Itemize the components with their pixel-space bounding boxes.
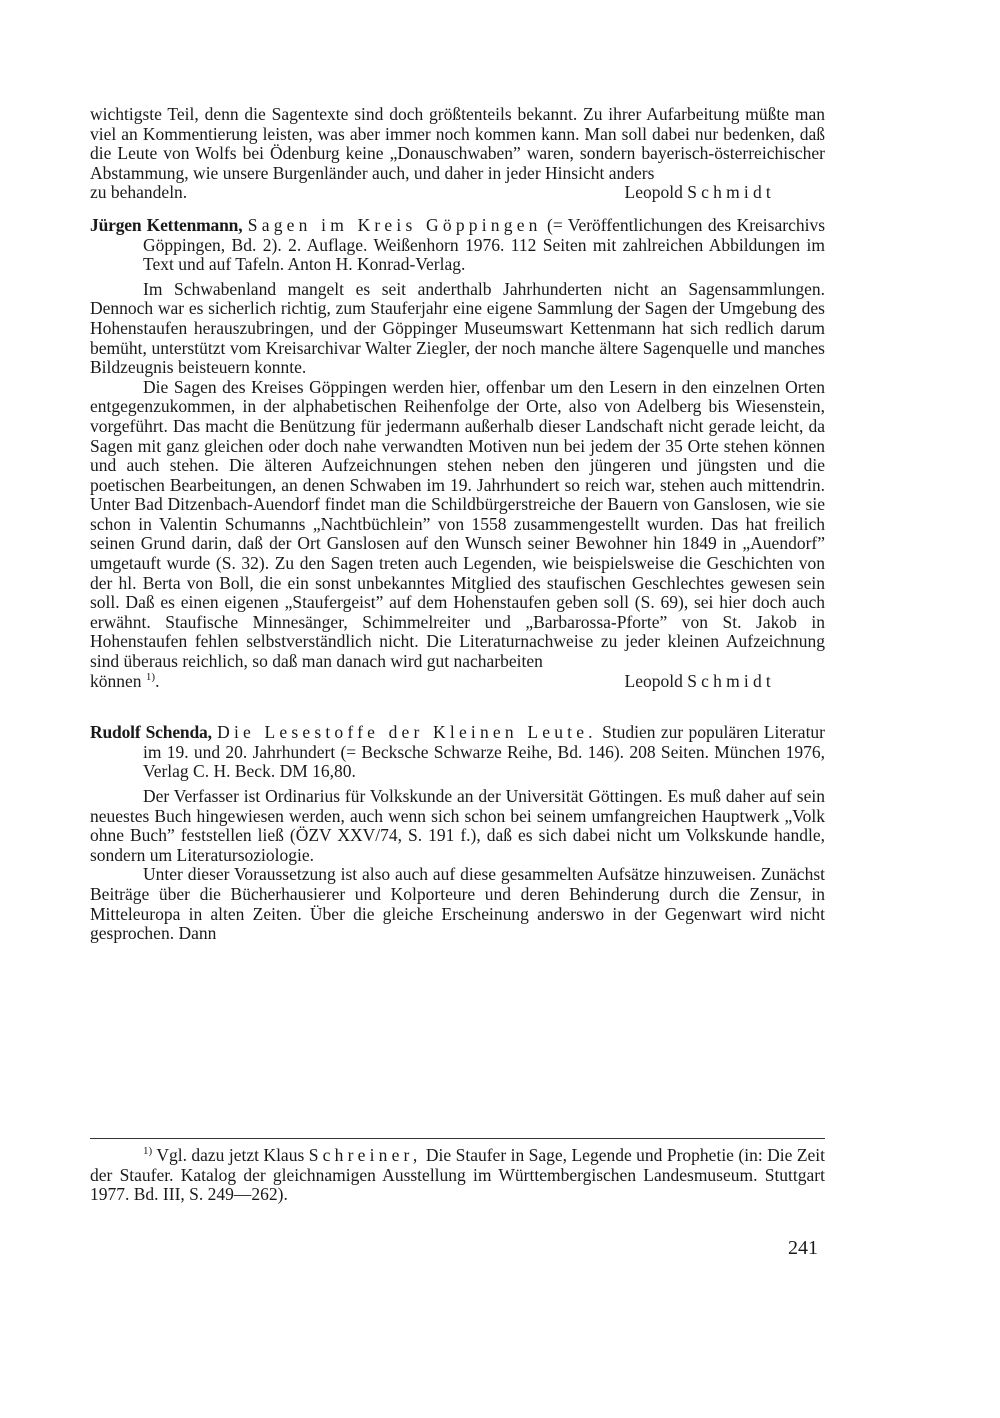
review-paragraph: Der Verfasser ist Ordinarius für Volkskunde an der Universität Göttingen. Es muß daher auf sein neuestes Buch hingewiesen werden, auch wenn sich schon bei seinem umfangreichen Hauptwerk „Volk ohne Buch” feststellen ließ (ÖZV XXV/74, S. 191 f.), daß es sich dabei nicht um Volkskunde handle, sondern um Literatursoziologie. bbox=[90, 786, 825, 865]
previous-review-text: wichtigste Teil, denn die Sagentexte sind doch größtenteils bekannt. Zu ihrer Aufarbeitung müßte man viel an Kommentierung leisten, was aber immer noch kommen kann. Man soll dabei nur bedenken, daß die Leute von Wolfs bei Ödenburg keine „Donauschwaben” waren, sondern bayerisch-österreichischer Abstammung, wie unsere Burgenländer auch, und daher in jeder Hinsicht anders bbox=[90, 104, 825, 183]
review-heading-kettenmann bbox=[90, 216, 825, 275]
previous-review-last-words: zu behandeln. bbox=[90, 182, 188, 203]
review-last-words bbox=[90, 672, 159, 692]
review-last-line bbox=[90, 672, 825, 692]
book-details: Studien zur populären Literatur im 19. und 20. Jahrhundert (= Becksche Schwarze Reihe, Bd. 146). 208 Seiten. München 1976, Verlag C. H. Beck. DM 16,80. bbox=[143, 722, 826, 782]
reviewer-last-name: Schmidt bbox=[687, 182, 775, 203]
previous-review-last-line bbox=[90, 183, 825, 203]
footnote-mark: 1) bbox=[143, 1145, 153, 1158]
reviewer-signature bbox=[625, 183, 775, 203]
footnote-reference: 1) bbox=[145, 670, 156, 683]
footnote-divider bbox=[90, 1138, 825, 1139]
footnote bbox=[90, 1146, 825, 1205]
reviewer-first-name: Leopold bbox=[624, 182, 683, 203]
review-paragraph: Unter dieser Voraussetzung ist also auch auf diese gesammelten Aufsätze hinzuweisen. Zunächst Beiträge über die Bücherhausierer und Kolporteure und deren Behinderung durch die Zensur, in Mitteleuropa in alten Zeiten. Über die gleiche Erscheinung anderswo in der Gegenwart wird nicht gesprochen. Dann bbox=[90, 864, 825, 944]
review-heading-schenda bbox=[90, 723, 825, 782]
sentence-end: . bbox=[155, 670, 160, 691]
reviewer-signature bbox=[625, 672, 775, 692]
footnote-text bbox=[90, 1146, 825, 1205]
previous-review-ending bbox=[90, 105, 825, 183]
book-title: Sagen im Kreis Göppingen bbox=[247, 214, 542, 235]
book-details: (= Veröffentlichungen des Kreisarchivs Göppingen, Bd. 2). 2. Auflage. Weißenhorn 1976. 112 Seiten mit zahlreichen Abbildungen im Text und auf Tafeln. Anton H. Konrad-Verlag. bbox=[143, 214, 826, 275]
reviewer-first-name: Leopold bbox=[624, 670, 683, 691]
book-author: Rudolf Schenda, bbox=[90, 722, 212, 743]
footnote-author: Schreiner, bbox=[308, 1145, 422, 1165]
footnote-lead: Vgl. dazu jetzt Klaus bbox=[156, 1145, 305, 1165]
book-author: Jürgen Kettenmann, bbox=[90, 214, 243, 235]
review-paragraph: Die Sagen des Kreises Göppingen werden hier, offenbar um den Lesern in den einzelnen Orten entgegenzukommen, in der alphabetischen Reihenfolge der Orte, also von Adelberg bis Wiesenstein, vorgeführt. Das macht die Benützung für jedermann außerhalb dieser Landschaft nicht gerade leicht, da Sagen mit ganz gleichen oder doch nahe verwandten Motiven nun bei jedem der 35 Orte stehen können und auch stehen. Die älteren Aufzeichnungen stehen neben den jüngeren und jüngsten und die poetischen Bearbeitungen, an denen Schwaben im 19. Jahrhundert so reich war, stehen auch mittendrin. Unter Bad Ditzenbach-Auendorf findet man die Schildbürgerstreiche der Bauern von Ganslosen, wie sie schon in Valentin Schumanns „Nachtbüchlein” von 1558 zusammengestellt wurden. Das hat freilich seinen Grund darin, daß der Ort Ganslosen auf den Wunsch seiner Bewohner hin 1849 in „Auendorf” umgetauft wurde (S. 32). Zu den Sagen treten auch Legenden, wie beispielsweise die Geschichten von der hl. Berta von Boll, die ein sonst unbekanntes Mitglied des staufischen Geschlechtes gewesen sein soll. Daß es einen eigenen „Staufergeist” auf dem Hohenstaufen geben soll (S. 69), sei hier doch auch erwähnt. Staufische Minnesänger, Schimmelreiter und „Barbarossa-Pforte” von St. Jakob in Hohenstaufen fehlen selbstverständlich nicht. Die Literaturnachweise zu jeder kleinen Aufzeichnung sind überaus reichlich, so daß man danach wird gut nacharbeiten bbox=[90, 376, 825, 672]
last-word: können bbox=[90, 670, 142, 691]
reviewer-last-name: Schmidt bbox=[687, 670, 775, 691]
book-title: Die Lesestoffe der Kleinen Leute. bbox=[217, 722, 597, 743]
review-paragraph: Im Schwabenland mangelt es seit anderthalb Jahrhunderten nicht an Sagensammlungen. Dennoch war es sicherlich richtig, zum Stauferjahr eine eigene Sammlung der Sagen der Umgebung des Hohenstaufen herauszubringen, und der Göppinger Museumswart Kettenmann hat sich redlich darum bemüht, unterstützt vom Kreisarchivar Walter Ziegler, der noch manche ältere Sagenquelle und manches Bildzeugnis beisteuern konnte. bbox=[90, 278, 825, 378]
footnote-citation: Die Staufer in Sage, Legende und Prophetie (in: Die Zeit der Staufer. Katalog der gleichnamigen Ausstellung im Württembergischen Landesmuseum. Stuttgart 1977. Bd. III, S. 249—262). bbox=[90, 1145, 826, 1205]
main-text bbox=[90, 105, 825, 944]
page-number: 241 bbox=[788, 1237, 818, 1259]
